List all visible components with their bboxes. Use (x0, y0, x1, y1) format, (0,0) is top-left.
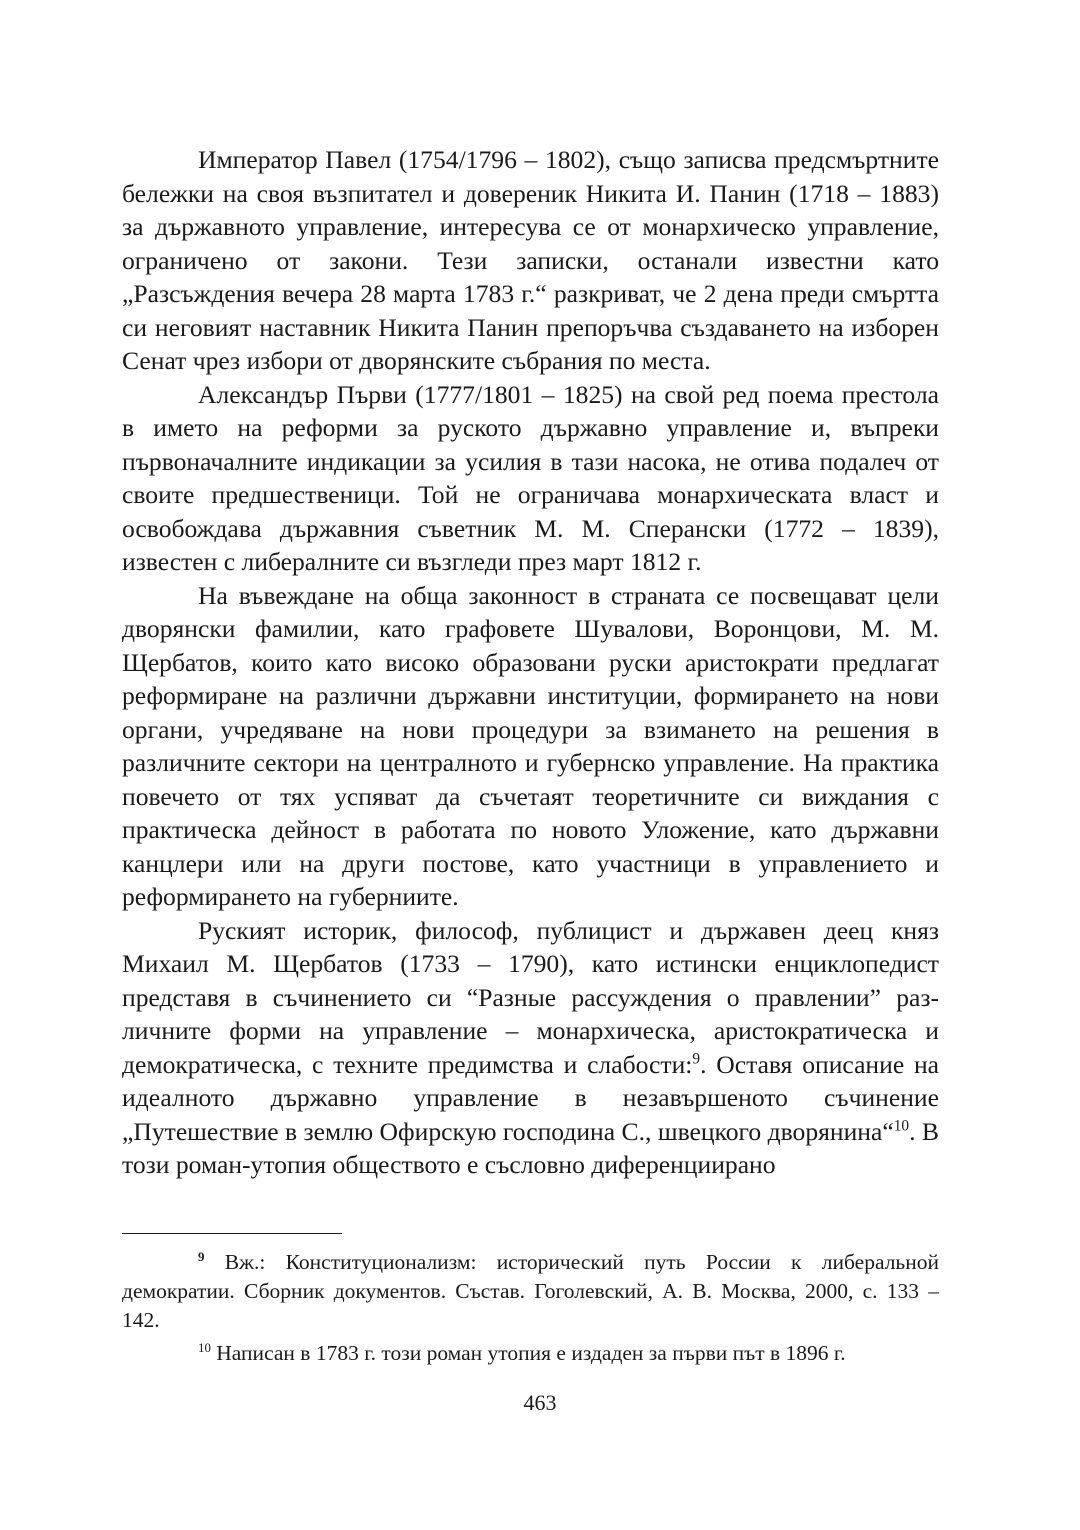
footnote-ref-10: 10 (893, 1116, 910, 1134)
page-body (122, 143, 939, 1182)
footnotes (122, 1248, 939, 1372)
footnote-marker-10: 10 (198, 1340, 211, 1355)
paragraph-4-text-2: . Оставя описание на идеалното държавно управление в незавършеното съчинение „Путешествие в землю Офирскую господина С., швецкого дворянина“ (122, 1049, 939, 1146)
paragraph-4-text-1: Руският историк, философ, публицист и държавен деец княз Михаил М. Щербатов (1733 – 1790), като истински енциклопедист представя в съчинението си “Разные рассуждения о правлении” различните форми на управление – монархическа, аристократическа и демократическа, с техните предимства и слабости: (122, 915, 939, 1079)
paragraph-4-text-3: . В този роман-утопия обществото е съсловно диференциирано (122, 1116, 939, 1179)
footnote-text-9: Вж.: Конституционализм: исторический путь России к либеральной демократии. Сборник документов. Състав. Гоголевский, А. В. Москва, 2000, с. 133 – 142. (122, 1250, 939, 1332)
footnote-10 (122, 1339, 939, 1368)
body-paragraph-1: Император Павел (1754/1796 – 1802), също записва предсмъртните бележки на своя възпитател и довереник Никита И. Панин (1718 – 1883) за държавното управление, интересува се от монархическо управление, ограничено от закони. Тези записки, останали известни като „Разсъждения вечера 28 марта 1783 г.“ разкриват, че 2 дена преди смъртта си неговият наставник Никита Панин препоръчва създаването на изборен Сенат чрез избори от дворянските събрания по места. (122, 145, 939, 375)
footnote-9 (122, 1248, 939, 1335)
footnote-separator (122, 1233, 342, 1234)
footnote-ref-9: 9 (692, 1049, 701, 1067)
body-paragraph-3: На въвеждане на обща законност в страната се посвещават цели дворянски фамилии, като графовете Шувалови, Воронцови, М. М. Щербатов, които като високо образовани руски аристократи предлагат реформиране на различни държавни институции, формирането на нови органи, учредяване на нови процедури за взимането на решения в различните сектори на централното и губернско управление. На практика повечето от тях успяват да съчетаят теоретичните си виждания с практическа дейност в работата по новото Уложение, като държавни канцлери или на други постове, като участници в управлението и реформирането на губерниите. (122, 580, 939, 911)
page-number: 463 (523, 1390, 557, 1415)
body-paragraph-4 (122, 914, 939, 1182)
footnote-marker-9: 9 (198, 1249, 205, 1264)
footnote-text-10: Написан в 1783 г. този роман утопия е издаден за първи път в 1896 г. (210, 1341, 846, 1365)
body-paragraph-2: Александър Първи (1777/1801 – 1825) на свой ред поема престола в името на реформи за руското държавно управление и, въпреки първоначалните индикации за усилия в тази насока, не отива подалеч от своите предшественици. Той не ограничава монархическата власт и освобождава държавния съветник М. М. Сперански (1772 – 1839), известен с либералните си възгледи през март 1812 г. (122, 379, 939, 576)
